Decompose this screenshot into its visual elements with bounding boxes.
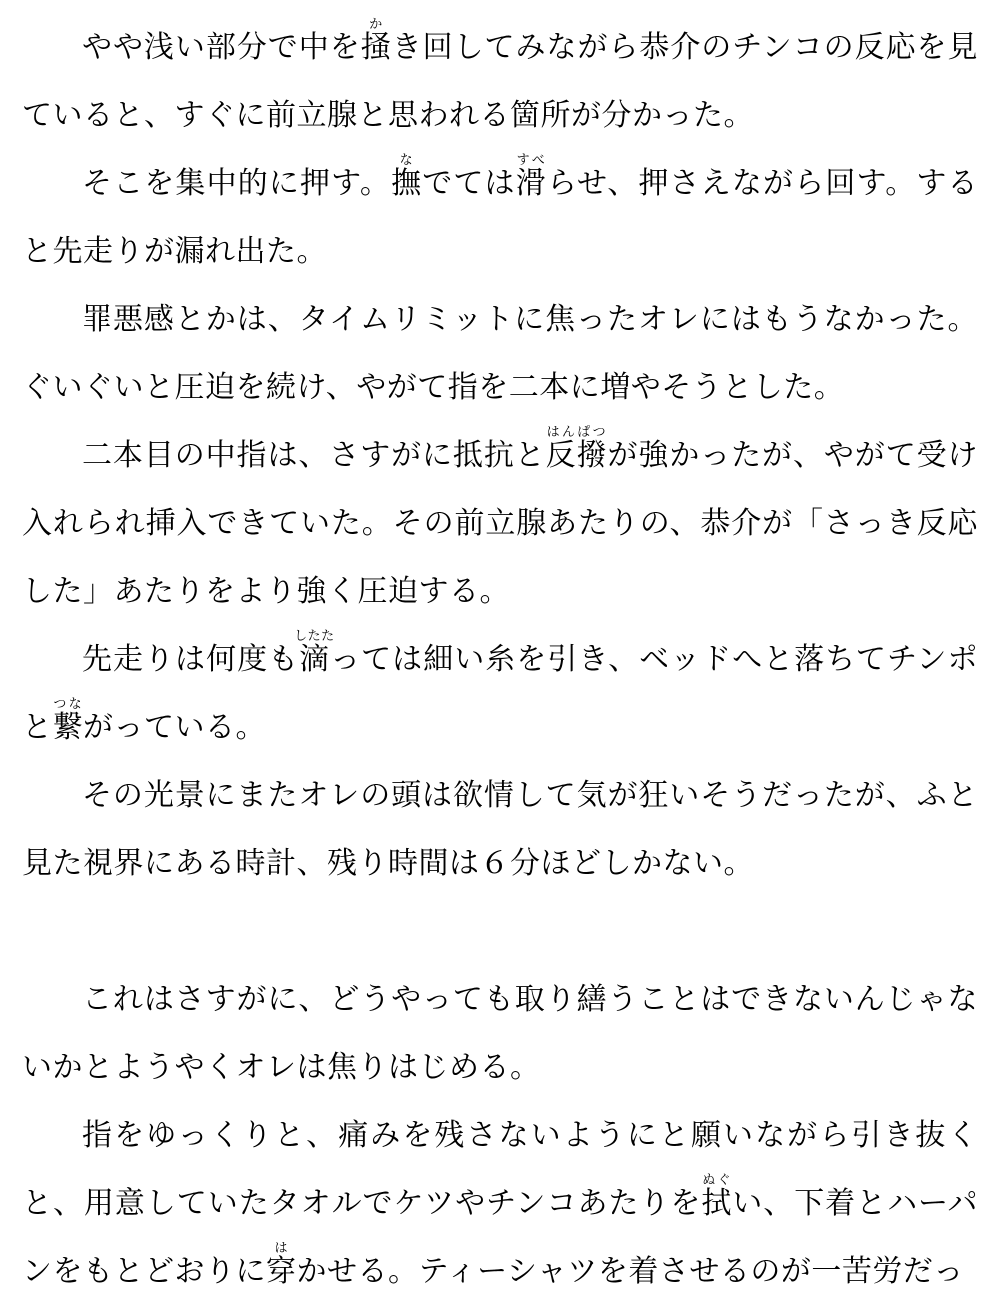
ruby-annotated-text (294, 629, 335, 677)
text-run: 指をゆっくりと、痛みを残さないようにと願いながら引き抜くと、用意していたタオルでケツやチンコあたりを (22, 1118, 978, 1221)
paragraph (22, 422, 978, 626)
text-run: が強かったが、やがて受け入れられ挿入できていた。その前立腺あたりの、恭介が「さっき反応した」あたりをより強く圧迫する。 (22, 438, 979, 609)
text-run: 先走りは何度も (82, 642, 300, 677)
ruby-reading: はんぱつ (545, 425, 608, 440)
ruby-base: 掻 (360, 30, 392, 65)
text-run: これはさすがに、どうやっても取り繕うことはできないんじゃないかとようやくオレは焦りはじめる。 (22, 982, 978, 1085)
text-run: そこを集中的に押す。 (82, 166, 392, 201)
ruby-annotated-text (701, 1173, 733, 1221)
paragraph-spacer (22, 898, 978, 966)
text-run: い、下着とハーパンをもとどおりに (22, 1186, 979, 1289)
ruby-annotated-text (360, 17, 392, 65)
ruby-base: 穿 (266, 1254, 297, 1289)
ruby-base: 滴 (294, 642, 335, 677)
ruby-annotated-text (545, 425, 608, 473)
paragraph (22, 626, 978, 762)
text-run: やや浅い部分で中を (82, 30, 361, 65)
ruby-reading: すべ (515, 153, 547, 168)
ruby-reading: か (360, 17, 392, 32)
paragraph (22, 14, 978, 150)
ruby-reading: な (391, 153, 422, 168)
ruby-annotated-text (266, 1241, 297, 1289)
ruby-base: 滑 (515, 166, 547, 201)
document-body (22, 14, 978, 1306)
ruby-annotated-text (515, 153, 547, 201)
text-run: その光景にまたオレの頭は欲情して気が狂いそうだったが、ふと見た視界にある時計、残り時間は６分ほどしかない。 (22, 778, 978, 881)
ruby-base: 撫 (391, 166, 423, 201)
text-run: がっている。 (83, 710, 266, 745)
ruby-reading: つな (52, 697, 83, 712)
ruby-reading: したた (294, 629, 335, 644)
ruby-base: 拭 (701, 1186, 733, 1221)
text-run: っては細い糸を引き、ベッドへと落ちてチンポと (22, 642, 978, 745)
ruby-base: 反撥 (545, 438, 608, 473)
paragraph (22, 966, 978, 1102)
paragraph (22, 762, 978, 898)
ruby-reading: は (266, 1241, 297, 1256)
text-run: でては (422, 166, 516, 201)
paragraph (22, 286, 978, 422)
ruby-base: 繋 (52, 710, 83, 745)
text-run: き回してみながら恭介のチンコの反応を見ていると、すぐに前立腺と思われる箇所が分かった。 (22, 30, 979, 133)
paragraph (22, 150, 978, 286)
ruby-annotated-text (52, 697, 84, 745)
paragraph (22, 1102, 978, 1306)
text-run: 二本目の中指は、さすがに抵抗と (82, 438, 546, 473)
text-run: かせる。ティーシャツを着させるのが一苦労だっ (296, 1254, 964, 1289)
text-run: 罪悪感とかは、タイムリミットに焦ったオレにはもうなかった。ぐいぐいと圧迫を続け、やがて指を二本に増やそうとした。 (22, 302, 978, 405)
ruby-reading: ぬぐ (701, 1173, 732, 1188)
text-run: らせ、押さえながら回す。すると先走りが漏れ出た。 (22, 166, 979, 269)
ruby-annotated-text (391, 153, 423, 201)
